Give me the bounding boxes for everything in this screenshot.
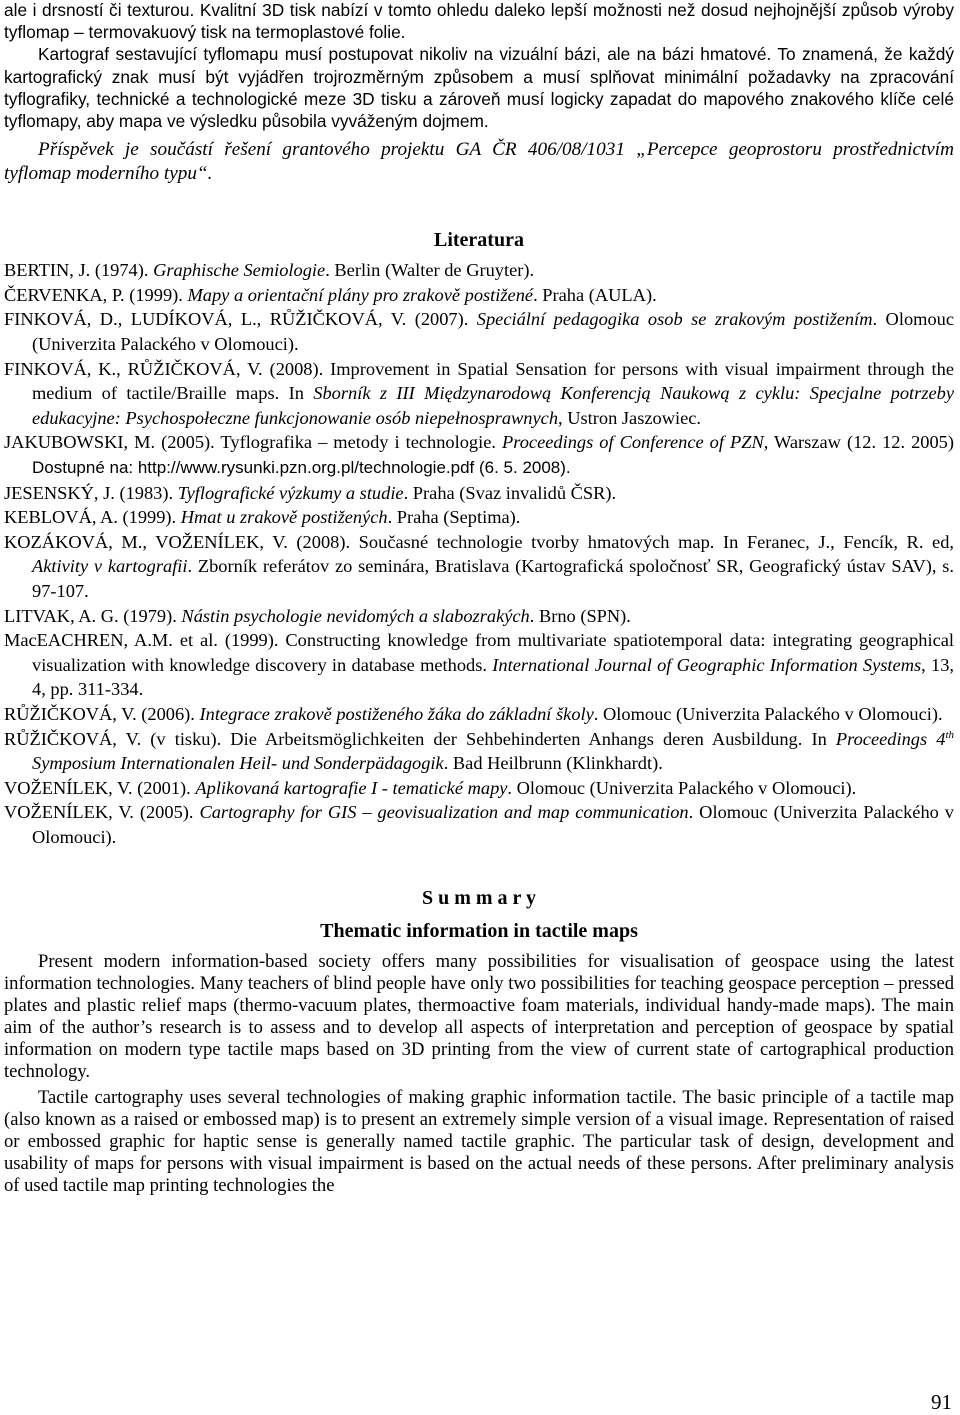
reference-part-i: International Journal of Geographic Information Systems [492, 654, 922, 675]
reference-item [4, 505, 954, 530]
reference-part-a: KEBLOVÁ, A. (1999). [4, 507, 181, 528]
reference-item [4, 702, 954, 727]
reference-part-b: . Zborník referátov zo seminára, Bratislava (Kartografická spoločnosť SR, Geografický ústav SAV), s. 97-107. [32, 556, 954, 601]
reference-part-a: FINKOVÁ, K., RŮŽIČKOVÁ, V. (2008). Improvement in Spatial Sensation for persons with visual impairment through the medium of tactile/Braille maps. In [4, 358, 954, 404]
reference-part-i: Speciální pedagogika osob se zrakovým postižením [476, 309, 873, 330]
reference-part-i: Aktivity v kartografii [32, 556, 188, 577]
reference-part-a: RŮŽIČKOVÁ, V. (2006). [4, 703, 200, 724]
reference-item [4, 727, 954, 776]
reference-part-i: Integrace zrakově postiženého žáka do základní školy [199, 703, 594, 724]
reference-part-i: Proceedings of Conference of PZN [502, 432, 764, 453]
reference-item [4, 776, 954, 801]
reference-part-a: FINKOVÁ, D., LUDÍKOVÁ, L., RŮŽIČKOVÁ, V. (2007). [4, 309, 477, 330]
reference-part-b: , Warszaw (12. 12. 2005) [763, 432, 954, 453]
reference-part-i: Graphische Semiologie [153, 260, 326, 281]
reference-part-b: . Olomouc (Univerzita Palackého v Olomouci). [507, 777, 857, 798]
summary-section [4, 951, 954, 1197]
reference-part-b: . Bad Heilbrunn (Klinkhardt). [443, 753, 663, 774]
reference-item [4, 530, 954, 604]
reference-part-i: Cartography for GIS – geovisualization and map communication [199, 802, 689, 823]
references-list [4, 258, 954, 849]
reference-part-b: . Praha (Septima). [387, 507, 521, 528]
grant-note: Příspěvek je součástí řešení grantového projektu GA ČR 406/08/1031 „Percepce geoprostoru prostřednictvím tyflomap moderního typu“. [4, 139, 954, 184]
reference-part-i: Aplikovaná kartografie I - tematické mapy [195, 777, 508, 798]
reference-part-i2: Symposium Internationalen Heil- und Sonderpädagogik [32, 753, 444, 774]
summary-paragraph-2: Tactile cartography uses several technologies of making graphic information tactile. The basic principle of a tactile map (also known as a raised or embossed map) is to present an extremely simple version of a visual image. Representation of raised or embossed graphic for haptic sense is generally named tactile graphic. The particular task of design, development and usability of maps for persons with visual impairment is based on the actual needs of these persons. After preliminary analysis of used tactile map printing technologies the [4, 1087, 954, 1197]
reference-part-b: . Olomouc (Univerzita Palackého v Olomouci). [593, 703, 943, 724]
reference-item [4, 258, 954, 283]
reference-part-sup: th [945, 728, 955, 741]
reference-item [4, 357, 954, 431]
reference-item [4, 604, 954, 629]
reference-part-b: . Brno (SPN). [529, 605, 631, 626]
reference-part-i: Proceedings 4 [835, 728, 946, 749]
reference-part-a: JESENSKÝ, J. (1983). [4, 482, 178, 503]
reference-part-b: . Olomouc (Univerzita Palackého v Olomouci). [32, 309, 954, 354]
reference-part-a: ČERVENKA, P. (1999). [4, 284, 188, 305]
reference-part-i: Nástin psychologie nevidomých a slabozrakých [181, 605, 530, 626]
reference-part-b: . Olomouc (Univerzita Palackého v Olomouci). [32, 802, 954, 847]
page-number: 91 [931, 1390, 952, 1414]
intro-section [4, 0, 954, 132]
intro-paragraph: Kartograf sestavující tyflomapu musí postupovat nikoliv na vizuální bázi, ale na bázi hmatové. To znamená, že každý kartografický znak musí být vyjádřen trojrozměrným způsobem a musí splňovat minimální požadavky na zpracování tyflografiky, technické a technologické meze 3D tisku a zároveň musí logicky zapadat do mapového znakového klíče celé tyflomapy, aby mapa ve výsledku působila vyváženým dojmem. [4, 44, 954, 132]
reference-part-a: BERTIN, J. (1974). [4, 260, 154, 281]
summary-paragraph-1: Present modern information-based society offers many possibilities for visualisation of geospace using the latest information technologies. Many teachers of blind people have only two possibilities for teaching geospace perception – pressed plates and plastic relief maps (thermo-vacuum plates, thermoactive foam materials, individual handy-made maps). The main aim of the author’s research is to assess and to develop all aspects of interpretation and perception of geospace by spatial information on modern type tactile maps based on 3D printing from the view of current state of cartographical production technology. [4, 951, 954, 1083]
reference-part-b: . Berlin (Walter de Gruyter). [325, 260, 535, 281]
summary-title: Thematic information in tactile maps [320, 920, 638, 943]
reference-part-a: VOŽENÍLEK, V. (2001). [4, 777, 196, 798]
reference-part-a: MacEACHREN, A.M. et al. (1999). Constructing knowledge from multivariate spatiotemporal data: integrating geographical visualization with knowledge discovery in database methods. [4, 630, 954, 675]
reference-part-i: Tyflografické výzkumy a studie [177, 482, 404, 503]
reference-item [4, 481, 954, 506]
summary-heading: S u m m a r y [421, 887, 537, 910]
reference-item [4, 307, 954, 356]
reference-part-url: Dostupné na: http://www.rysunki.pzn.org.pl/technologie.pdf (6. 5. 2008). [32, 457, 571, 477]
reference-part-i: Mapy a orientační plány pro zrakově postižené [187, 284, 534, 305]
reference-part-i: Hmat u zrakově postižených [180, 507, 388, 528]
reference-item [4, 800, 954, 849]
reference-item [4, 628, 954, 702]
reference-part-b: , 13, 4, pp. 311-334. [32, 654, 954, 700]
reference-part-a: JAKUBOWSKI, M. (2005). Tyflografika – metody i technologie. [4, 432, 502, 453]
reference-part-a: KOZÁKOVÁ, M., VOŽENÍLEK, V. (2008). Současné technologie tvorby hmatových map. In Feranec, J., Fencík, R. ed, [4, 531, 954, 552]
literature-heading: Literatura [434, 229, 524, 252]
reference-part-a: LITVAK, A. G. (1979). [4, 605, 182, 626]
reference-part-b: , Ustron Jaszowiec. [558, 407, 702, 428]
reference-part-a: VOŽENÍLEK, V. (2005). [4, 802, 200, 823]
reference-part-b: . Praha (Svaz invalidů ČSR). [403, 482, 617, 503]
reference-part-i: Sborník z III Międzynarodową Konferencją Naukową z cyklu: Specjalne potrzeby edukacyjne: Psychospołeczne funkcjonowanie osób niepełnosprawnych [32, 383, 954, 428]
reference-part-b: . Praha (AULA). [533, 284, 657, 305]
reference-item [4, 283, 954, 308]
reference-part-a: RŮŽIČKOVÁ, V. (v tisku). Die Arbeitsmöglichkeiten der Sehbehinderten Anhangs deren Ausbildung. In [4, 728, 836, 749]
reference-item [4, 430, 954, 480]
intro-continuation: ale i drsností či texturou. Kvalitní 3D tisk nabízí v tomto ohledu daleko lepší možnosti než dosud nejhojnější způsob výroby tyflomap – termovakuový tisk na termoplastové folie. [4, 0, 954, 43]
